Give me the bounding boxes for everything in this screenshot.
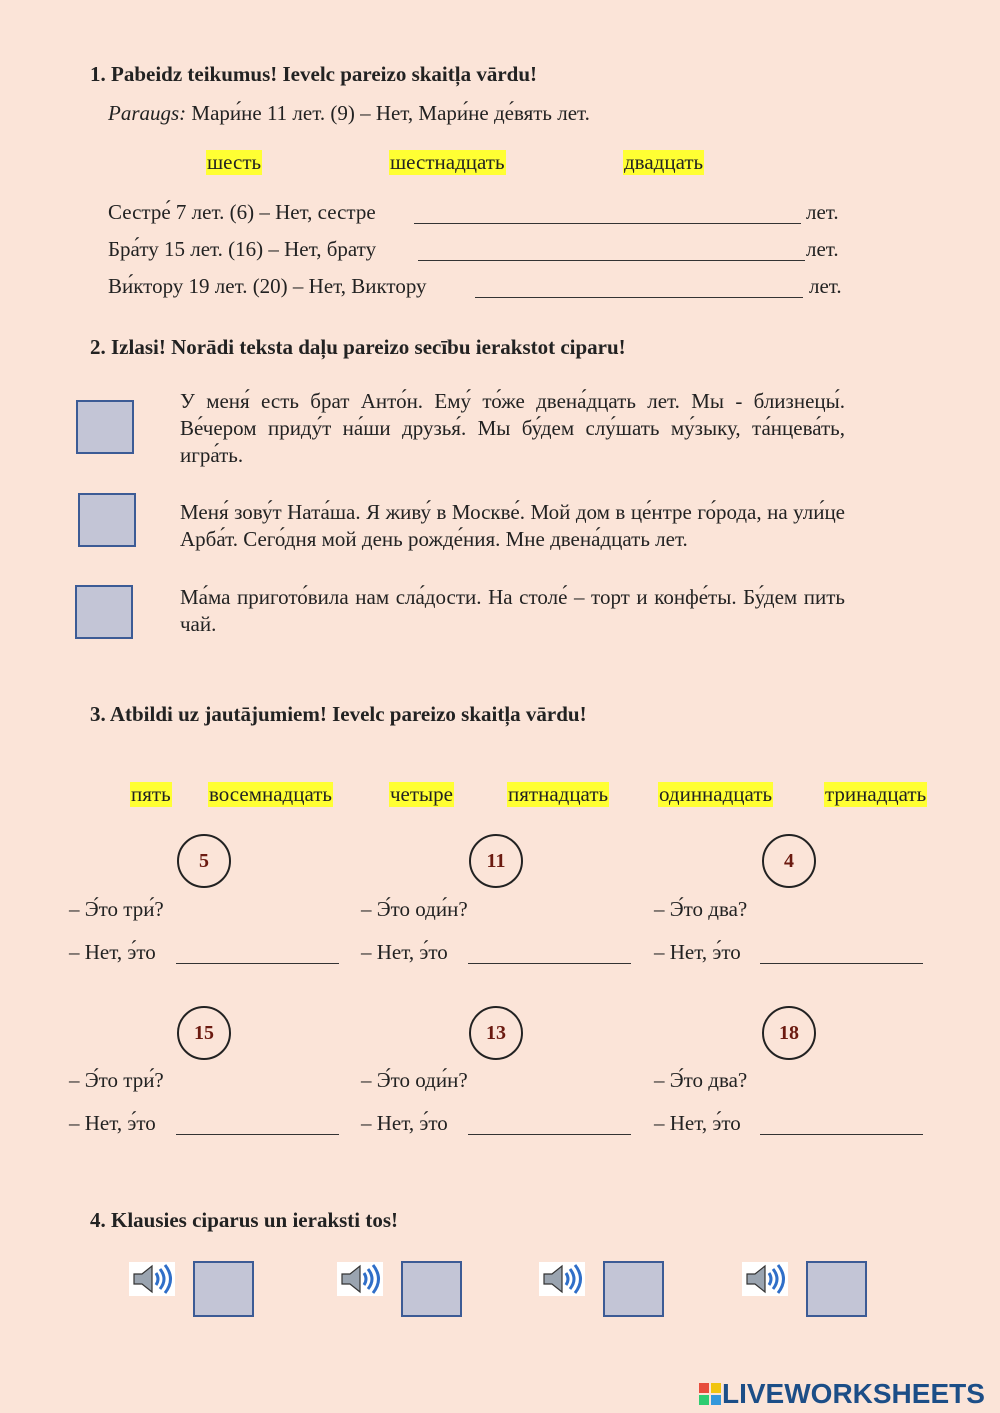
word-chip-6[interactable]: тринадцать <box>825 782 927 806</box>
word-chip-4[interactable]: пятнадцать <box>508 782 609 806</box>
number-circle: 15 <box>177 1006 231 1060</box>
number-circle: 4 <box>762 834 816 888</box>
question-text: – Э́то два? <box>654 897 748 921</box>
exercise-1-heading: 1. Pabeidz teikumus! Ievelc pareizo skaitļa vārdu! <box>90 62 538 86</box>
drop-target-number-4[interactable] <box>176 1114 339 1135</box>
sentence-prompt: Бра́ту 15 лет. (16) – Нет, брату <box>108 237 377 261</box>
question-text: – Э́то три́? <box>69 1068 164 1092</box>
text-part-1: У меня́ есть брат Анто́н. Ему́ то́же двена́дцать лет. Мы - близнецы́. Ве́чером приду́т на́ши друзья́. Мы бу́дем слу́шать му́зыку, та́нцева́ть, игра́ть. <box>180 389 845 467</box>
order-input-2[interactable] <box>78 493 136 547</box>
sentence-suffix: лет. <box>809 274 842 298</box>
number-circle: 18 <box>762 1006 816 1060</box>
sentence-prompt: Сестре́ 7 лет. (6) – Нет, сестре <box>108 200 376 224</box>
text-part-2: Меня́ зову́т Ната́ша. Я живу́ в Москве́. Мой дом в це́нтре го́рода, на ули́це Арба́т. Сего́дня мой день рожде́ния. Мне двена́дцать лет. <box>180 500 845 551</box>
number-circle: 5 <box>177 834 231 888</box>
example-text: Мари́не 11 лет. (9) – Нет, Мари́не де́вять лет. <box>191 101 590 125</box>
sentence-suffix: лет. <box>806 200 839 224</box>
example-line <box>108 101 590 126</box>
answer-prefix: – Нет, э́то <box>654 940 741 964</box>
word-chip-3[interactable]: двадцать <box>624 150 704 174</box>
speaker-icon[interactable] <box>337 1262 383 1296</box>
question-text: – Э́то два? <box>654 1068 748 1092</box>
example-label: Paraugs: <box>108 101 187 125</box>
drop-target-2[interactable] <box>418 240 805 261</box>
exercise-3-heading: 3. Atbildi uz jautājumiem! Ievelc pareizo skaitļa vārdu! <box>90 702 587 726</box>
answer-prefix: – Нет, э́то <box>69 940 156 964</box>
logo-text: LIVEWORKSHEETS <box>722 1378 985 1409</box>
speaker-icon[interactable] <box>539 1262 585 1296</box>
drop-target-number-1[interactable] <box>176 943 339 964</box>
number-circle: 13 <box>469 1006 523 1060</box>
number-circle: 11 <box>469 834 523 888</box>
exercise-2-heading: 2. Izlasi! Norādi teksta daļu pareizo secību ierakstot ciparu! <box>90 335 626 359</box>
sentence-suffix: лет. <box>806 237 839 261</box>
exercise-4-heading: 4. Klausies ciparus un ieraksti tos! <box>90 1208 399 1232</box>
sentence-prompt: Ви́ктору 19 лет. (20) – Нет, Виктору <box>108 274 427 298</box>
answer-prefix: – Нет, э́то <box>361 940 448 964</box>
sentence-row-3 <box>108 274 427 299</box>
drop-target-number-6[interactable] <box>760 1114 923 1135</box>
liveworksheets-logo[interactable] <box>698 1378 985 1410</box>
answer-prefix: – Нет, э́то <box>654 1111 741 1135</box>
listen-answer-input-1[interactable] <box>193 1261 254 1317</box>
question-text: – Э́то оди́н? <box>361 1068 468 1092</box>
drop-target-number-3[interactable] <box>760 943 923 964</box>
order-input-3[interactable] <box>75 585 133 639</box>
drop-target-1[interactable] <box>414 203 801 224</box>
word-chip-2[interactable]: восемнадцать <box>209 782 332 806</box>
order-input-1[interactable] <box>76 400 134 454</box>
listen-answer-input-4[interactable] <box>806 1261 867 1317</box>
sentence-row-2 <box>108 237 376 262</box>
answer-prefix: – Нет, э́то <box>69 1111 156 1135</box>
word-chip-1[interactable]: шесть <box>207 150 262 174</box>
speaker-icon[interactable] <box>742 1262 788 1296</box>
sentence-row-1 <box>108 200 376 225</box>
listen-answer-input-2[interactable] <box>401 1261 462 1317</box>
word-chip-2[interactable]: шестнадцать <box>390 150 505 174</box>
word-chip-5[interactable]: одиннадцать <box>659 782 773 806</box>
text-part-3: Ма́ма пригото́вила нам сла́дости. На столе́ – торт и конфе́ты. Бу́дем пить чай. <box>180 585 845 636</box>
question-text: – Э́то оди́н? <box>361 897 468 921</box>
drop-target-3[interactable] <box>475 277 803 298</box>
question-text: – Э́то три́? <box>69 897 164 921</box>
word-chip-1[interactable]: пять <box>131 782 171 806</box>
answer-prefix: – Нет, э́то <box>361 1111 448 1135</box>
drop-target-number-2[interactable] <box>468 943 631 964</box>
listen-answer-input-3[interactable] <box>603 1261 664 1317</box>
speaker-icon[interactable] <box>129 1262 175 1296</box>
word-chip-3[interactable]: четыре <box>390 782 453 806</box>
logo-icon <box>698 1382 722 1406</box>
drop-target-number-5[interactable] <box>468 1114 631 1135</box>
